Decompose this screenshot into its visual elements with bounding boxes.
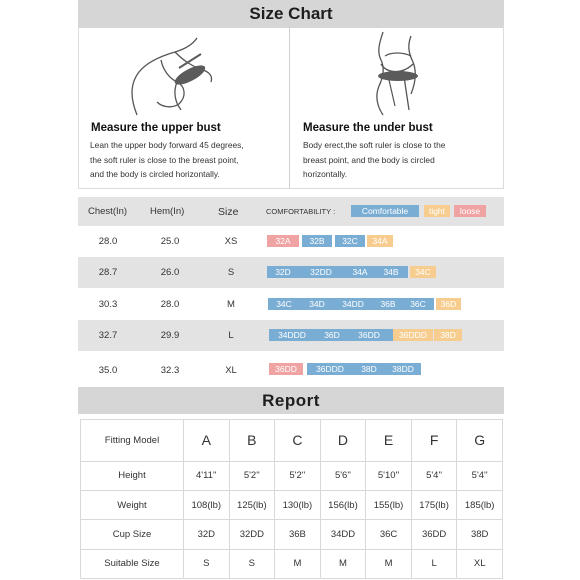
report-cell: 36DD — [411, 520, 457, 549]
size-value: L — [228, 330, 234, 341]
hem-value: 29.9 — [160, 330, 180, 341]
hem-column-header: Hem(In) — [150, 206, 185, 217]
cup-tag: 34C — [276, 299, 292, 309]
report-table — [80, 419, 503, 579]
report-cell: 5'10'' — [366, 461, 412, 490]
cup-tag: 32D — [275, 267, 291, 277]
report-cell: 156(lb) — [320, 490, 366, 519]
cup-tag: 34B — [383, 267, 399, 277]
upper-bust-line: the soft ruler is close to the breast point, — [90, 154, 239, 165]
report-cell: S — [184, 549, 230, 578]
cup-tag: 34A — [367, 235, 393, 247]
cup-tag: 36DD — [269, 363, 303, 375]
report-cell: M — [320, 549, 366, 578]
hem-value: 25.0 — [160, 236, 180, 247]
report-row-height — [81, 461, 503, 490]
model-letter: C — [275, 420, 321, 462]
cup-tag: 34D — [309, 299, 325, 309]
cup-tag: 32C — [335, 235, 365, 247]
chest-value: 30.3 — [98, 299, 118, 310]
upper-bust-instructions — [90, 138, 244, 182]
model-letter: D — [320, 420, 366, 462]
report-title: Report — [78, 387, 504, 414]
cup-tag: 38DD — [392, 364, 414, 374]
cup-tag: 36DDD — [316, 364, 344, 374]
under-bust-line: Body erect,the soft ruler is close to the — [303, 140, 446, 150]
chest-value: 32.7 — [98, 330, 118, 341]
cup-tag: 34A — [352, 267, 368, 277]
size-chart-title: Size Chart — [78, 0, 504, 28]
report-cell: 5'4'' — [411, 461, 457, 490]
under-bust-instructions — [303, 138, 445, 182]
comfortability-label: COMFORTABILITY : — [266, 207, 336, 216]
report-row-cup-size — [81, 520, 503, 549]
model-letter: F — [411, 420, 457, 462]
report-cell: 5'4'' — [457, 461, 503, 490]
chest-value: 28.7 — [98, 267, 118, 278]
model-letter: E — [366, 420, 412, 462]
legend-comfortable: Comfortable — [351, 205, 419, 217]
report-cell: 108(lb) — [184, 490, 230, 519]
report-row-suitable-size — [81, 549, 503, 578]
cup-tag: 36B — [380, 299, 396, 309]
size-value: XL — [225, 365, 237, 376]
cup-tag: 36DD — [358, 330, 380, 340]
chest-value: 28.0 — [98, 236, 118, 247]
under-bust-figure-illustration — [341, 30, 441, 116]
report-cell: XL — [457, 549, 503, 578]
cup-tag: 32A — [267, 235, 299, 247]
size-column-header: Size — [218, 206, 239, 218]
under-bust-line: breast point, and the body is circled — [303, 154, 435, 165]
under-bust-title: Measure the under bust — [303, 122, 433, 134]
size-value: S — [227, 267, 235, 278]
legend-loose: loose — [454, 205, 486, 217]
hem-value: 28.0 — [160, 299, 180, 310]
cup-tag: 36C — [410, 299, 426, 309]
hem-value: 32.3 — [160, 365, 180, 376]
cup-tag: 34DDD — [278, 330, 306, 340]
row-label: Cup Size — [81, 520, 184, 549]
report-cell: 32D — [184, 520, 230, 549]
upper-bust-line: and the body is circled horizontally. — [90, 169, 220, 179]
report-cell: 34DD — [320, 520, 366, 549]
report-cell: 130(lb) — [275, 490, 321, 519]
report-cell: 38D — [457, 520, 503, 549]
size-value: XS — [224, 236, 238, 247]
cup-tag: 32DD — [310, 267, 332, 277]
report-cell: 5'2'' — [229, 461, 275, 490]
legend-tight: tight — [424, 205, 450, 217]
model-letter: G — [457, 420, 503, 462]
report-cell: L — [411, 549, 457, 578]
panel-divider — [289, 26, 290, 189]
row-label: Weight — [81, 490, 184, 519]
report-cell: 5'6'' — [320, 461, 366, 490]
report-cell: 32DD — [229, 520, 275, 549]
chest-value: 35.0 — [98, 365, 118, 376]
model-letter: A — [184, 420, 230, 462]
chest-column-header: Chest(In) — [88, 206, 128, 217]
report-cell: 185(lb) — [457, 490, 503, 519]
cup-tag: 34DD — [342, 299, 364, 309]
upper-bust-figure-illustration — [117, 30, 217, 116]
report-cell: 36C — [366, 520, 412, 549]
report-cell: 36B — [275, 520, 321, 549]
cup-tag: 38D — [434, 329, 462, 341]
report-row-weight — [81, 490, 503, 519]
report-cell: 4'11'' — [184, 461, 230, 490]
size-value: M — [227, 299, 235, 310]
report-cell: 125(lb) — [229, 490, 275, 519]
row-label: Suitable Size — [81, 549, 184, 578]
report-cell: M — [366, 549, 412, 578]
cup-tag: 36D — [436, 298, 461, 310]
cup-tag: 36DDD — [393, 329, 433, 341]
model-letter: B — [229, 420, 275, 462]
report-cell: 175(lb) — [411, 490, 457, 519]
cup-tag: 32B — [302, 235, 332, 247]
report-cell: M — [275, 549, 321, 578]
fitting-model-label: Fitting Model — [81, 420, 184, 462]
measurement-panel — [78, 26, 504, 189]
under-bust-line: horizontally. — [303, 169, 348, 179]
row-label: Height — [81, 461, 184, 490]
report-row-models — [81, 420, 503, 462]
report-cell: 5'2'' — [275, 461, 321, 490]
cup-tag: 34C — [410, 266, 436, 278]
cup-tag: 36D — [324, 330, 340, 340]
hem-value: 26.0 — [160, 267, 180, 278]
upper-bust-title: Measure the upper bust — [91, 122, 221, 134]
upper-bust-line: Lean the upper body forward 45 degrees, — [90, 140, 244, 150]
cup-tag: 38D — [361, 364, 377, 374]
report-cell: S — [229, 549, 275, 578]
report-cell: 155(lb) — [366, 490, 412, 519]
